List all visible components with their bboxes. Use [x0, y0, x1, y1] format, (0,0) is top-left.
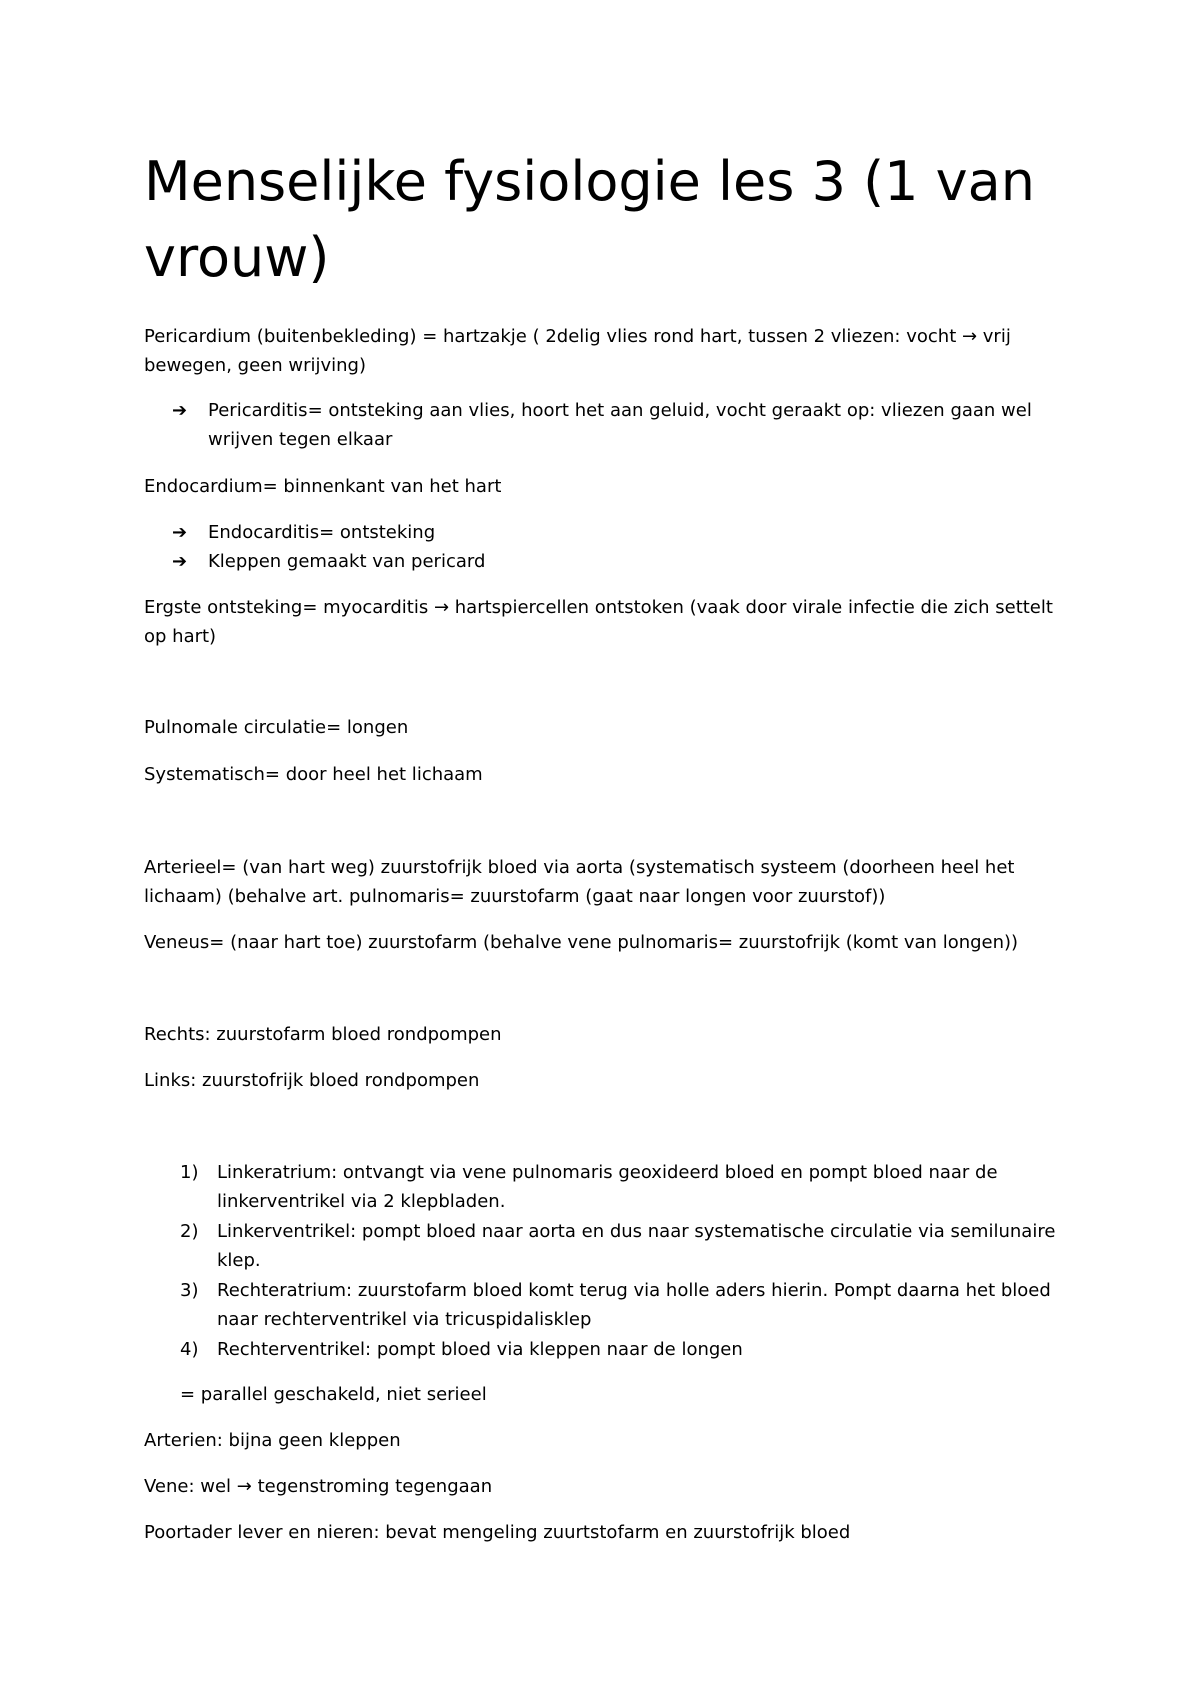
list-number: 1) [180, 1162, 199, 1183]
arrow-bullet-icon: ➔ [172, 400, 188, 421]
list-item-text: Rechteratrium: zuurstofarm bloed komt terug via holle aders hierin. Pompt daarna het bloed naar rechterventrikel via tricuspidalisklep [217, 1280, 1051, 1330]
paragraph-parallel: = parallel geschakeld, niet serieel [180, 1384, 487, 1405]
arrow-item-endocarditis [172, 518, 1052, 547]
list-item-linkeratrium [180, 1158, 1060, 1216]
paragraph-poortader: Poortader lever en nieren: bevat mengeling zuurtstofarm en zuurstofrijk bloed [144, 1522, 851, 1543]
paragraph-arterieel: Arterieel= (van hart weg) zuurstofrijk bloed via aorta (systematisch systeem (doorheen heel het lichaam) (behalve art. pulnomaris= zuurstofarm (gaat naar longen voor zuurstof)) [144, 857, 1015, 907]
paragraph-vene: Vene: wel → tegenstroming tegengaan [144, 1476, 493, 1497]
list-number: 4) [180, 1339, 199, 1360]
arrow-item-text: Kleppen gemaakt van pericard [208, 551, 486, 572]
list-item-rechterventrikel [180, 1335, 1060, 1364]
list-item-linkerventrikel [180, 1217, 1060, 1275]
list-number: 3) [180, 1280, 199, 1301]
paragraph-veneus: Veneus= (naar hart toe) zuurstofarm (behalve vene pulnomaris= zuurstofrijk (komt van longen)) [144, 932, 1019, 953]
paragraph-endocardium: Endocardium= binnenkant van het hart [144, 476, 502, 497]
page-title: Menselijke fysiologie les 3 (1 van vrouw) [144, 150, 1035, 289]
paragraph-pericardium: Pericardium (buitenbekleding) = hartzakje ( 2delig vlies rond hart, tussen 2 vliezen: vocht → vrij bewegen, geen wrijving) [144, 326, 1011, 376]
arrow-bullet-icon: ➔ [172, 522, 188, 543]
arrow-item-text: Endocarditis= ontsteking [208, 522, 436, 543]
arrow-item-pericarditis [172, 396, 1052, 454]
arrow-item-kleppen [172, 547, 1052, 576]
paragraph-links: Links: zuurstofrijk bloed rondpompen [144, 1070, 480, 1091]
list-item-text: Rechterventrikel: pompt bloed via kleppen naar de longen [217, 1339, 743, 1360]
paragraph-myocarditis: Ergste ontsteking= myocarditis → hartspiercellen ontstoken (vaak door virale infectie die zich settelt op hart) [144, 597, 1053, 647]
list-item-text: Linkerventrikel: pompt bloed naar aorta en dus naar systematische circulatie via semilunaire klep. [217, 1221, 1056, 1271]
arrow-item-text: Pericarditis= ontsteking aan vlies, hoort het aan geluid, vocht geraakt op: vliezen gaan wel wrijven tegen elkaar [208, 400, 1032, 450]
paragraph-arterien: Arterien: bijna geen kleppen [144, 1430, 401, 1451]
paragraph-systematisch: Systematisch= door heel het lichaam [144, 764, 483, 785]
list-item-rechteratrium [180, 1276, 1060, 1334]
paragraph-pulmonale: Pulnomale circulatie= longen [144, 717, 409, 738]
arrow-bullet-icon: ➔ [172, 551, 188, 572]
list-number: 2) [180, 1221, 199, 1242]
paragraph-rechts: Rechts: zuurstofarm bloed rondpompen [144, 1024, 502, 1045]
list-item-text: Linkeratrium: ontvangt via vene pulnomaris geoxideerd bloed en pompt bloed naar de linkerventrikel via 2 klepbladen. [217, 1162, 998, 1212]
